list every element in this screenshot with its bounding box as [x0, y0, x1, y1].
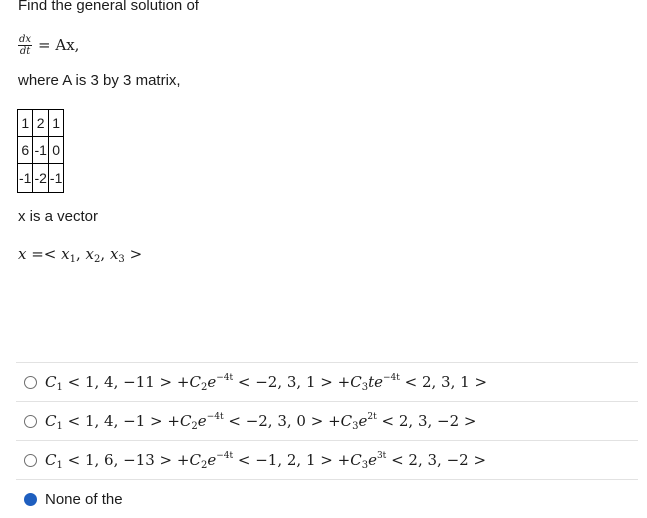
- option-expression: [45, 451, 486, 469]
- exp-base: e: [207, 451, 217, 469]
- exponent: −4t: [206, 412, 224, 422]
- vector-component: $x_2$: [85, 245, 101, 265]
- exponent: −4t: [216, 373, 234, 383]
- coefficient-c1: $C_1$: [45, 373, 63, 393]
- vector-component: $x_1$: [61, 245, 76, 265]
- matrix-cell: 6: [18, 137, 33, 164]
- eigenvector-2: < −1, 2, 1 >: [237, 451, 333, 469]
- radio-button-icon[interactable]: [24, 376, 37, 389]
- matrix-a-table: [17, 109, 64, 193]
- matrix-cell: -2: [33, 164, 48, 193]
- fraction-denominator: dt: [19, 45, 31, 57]
- answer-option-3[interactable]: [16, 440, 638, 479]
- matrix-cell: -1: [18, 164, 33, 193]
- exp-base: te: [368, 373, 383, 391]
- matrix-row: [18, 137, 64, 164]
- fraction-numerator: dx: [19, 33, 32, 45]
- eigenvector-3: < 2, 3, −2 >: [391, 451, 487, 469]
- exponent: −4t: [382, 373, 400, 383]
- matrix-cell: -1: [48, 164, 63, 193]
- exponent: 2t: [367, 412, 377, 422]
- eigenvector-1: < 1, 4, −11 >: [67, 373, 173, 391]
- eigenvector-3: < 2, 3, 1 >: [404, 373, 488, 391]
- eigenvector-1: < 1, 6, −13 >: [67, 451, 173, 469]
- exp-base: e: [368, 451, 377, 469]
- eigenvector-2: < −2, 3, 0 >: [228, 412, 324, 430]
- matrix-cell: 1: [48, 110, 63, 137]
- matrix-row: [18, 164, 64, 193]
- vector-lhs: x =<: [18, 245, 57, 263]
- matrix-cell: -1: [33, 137, 48, 164]
- coefficient-c2: $+C_2$: [167, 412, 198, 432]
- eigenvector-1: < 1, 4, −1 >: [67, 412, 163, 430]
- coefficient-c2: $+C_2$: [176, 451, 208, 471]
- differential-equation: [18, 30, 79, 60]
- matrix-description: where A is 3 by 3 matrix,: [18, 72, 181, 89]
- option-expression: [45, 373, 487, 391]
- question-title: Find the general solution of: [18, 0, 199, 14]
- coefficient-c1: $C_1$: [45, 412, 63, 432]
- vector-close: >: [129, 245, 143, 263]
- coefficient-c3: $+C_3$: [337, 373, 369, 393]
- radio-button-icon[interactable]: [24, 454, 37, 467]
- matrix-cell: 0: [48, 137, 63, 164]
- option-expression: [45, 412, 476, 430]
- coefficient-c3: $+C_3$: [328, 412, 359, 432]
- answer-option-2[interactable]: [16, 401, 638, 440]
- exponent: −4t: [216, 451, 234, 461]
- matrix-cell: 1: [18, 110, 33, 137]
- coefficient-c2: $+C_2$: [176, 373, 208, 393]
- exp-base: e: [197, 412, 207, 430]
- answer-option-1[interactable]: [16, 362, 638, 401]
- eigenvector-2: < −2, 3, 1 >: [237, 373, 333, 391]
- coefficient-c3: $+C_3$: [337, 451, 369, 471]
- coefficient-c1: $C_1$: [45, 451, 63, 471]
- radio-button-icon[interactable]: [24, 415, 37, 428]
- option-plain-text: None of the: [45, 490, 123, 508]
- radio-button-selected-icon[interactable]: [24, 493, 37, 506]
- derivative-fraction: [18, 34, 32, 57]
- matrix-row: [18, 110, 64, 137]
- vector-description: x is a vector: [18, 208, 99, 225]
- equation-rhs: = Ax,: [38, 36, 80, 54]
- vector-definition: $x =< x_1$, $x_2$, $x_3$ >: [18, 245, 143, 265]
- eigenvector-3: < 2, 3, −2 >: [381, 412, 477, 430]
- vector-component: $x_3$: [109, 245, 125, 265]
- answer-option-4[interactable]: [16, 479, 638, 518]
- exp-base: e: [358, 412, 368, 430]
- matrix-cell: 2: [33, 110, 48, 137]
- exponent: 3t: [376, 451, 387, 461]
- exp-base: e: [207, 373, 217, 391]
